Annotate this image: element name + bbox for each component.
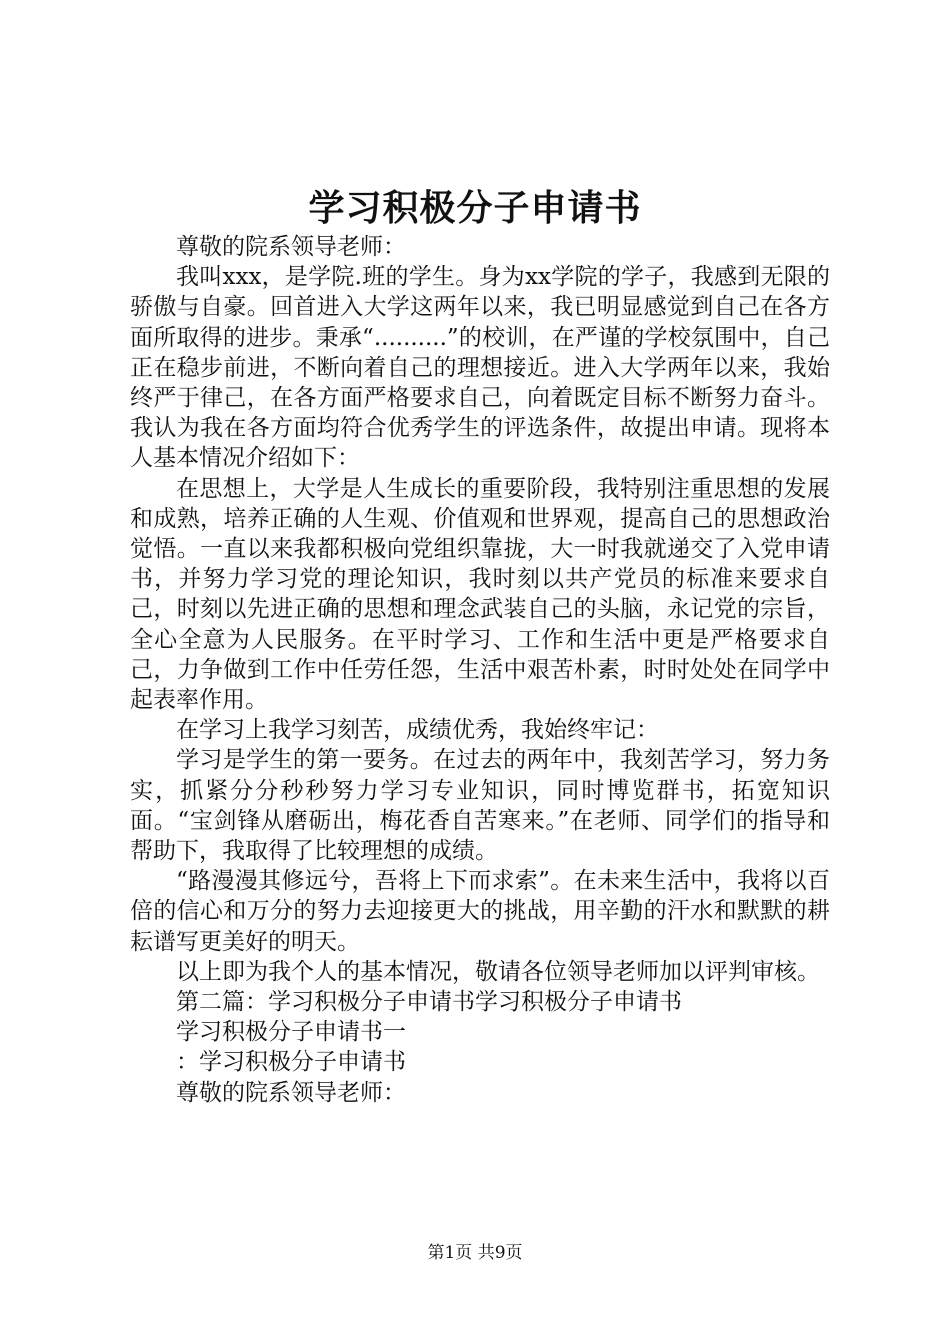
paragraph-study-lead: 在学习上我学习刻苦，成绩优秀，我始终牢记： [176, 717, 659, 744]
salutation-second: 尊敬的院系领导老师： [176, 1079, 406, 1106]
section-subtitle: ：学习积极分子申请书 [176, 1049, 406, 1076]
paragraph-thought: 在思想上，大学是人生成长的重要阶段，我特别注重思想的发展和成熟，培养正确的人生观、价值观和世界观，提高自己的思想政治觉悟。一直以来我都积极向党组织靠拢，大一时我就递交了入党申请书，并努力学习党的理论知识，我时刻以共产党员的标准来要求自己，时刻以先进正确的思想和理念武装自己的头脑，永记党的宗旨，全心全意为人民服务。在平时学习、工作和生活中更是严格要求自己，力争做到工作中任劳任怨，生活中艰苦朴素，时时处处在同学中起表率作用。 [130, 475, 830, 714]
document-body [130, 232, 830, 1108]
page-footer: 第1页 共9页 [427, 1243, 523, 1263]
salutation: 尊敬的院系领导老师： [176, 234, 406, 260]
document-title: 学习积极分子申请书 [308, 187, 642, 229]
paragraph-closing: 以上即为我个人的基本情况，敬请各位领导老师加以评判审核。 [176, 958, 820, 985]
paragraph-study: 学习是学生的第一要务。在过去的两年中，我刻苦学习，努力务实，抓紧分分秒秒努力学习专业知识，同时博览群书，拓宽知识面。“宝剑锋从磨砺出，梅花香自苦寒来。”在老师、同学们的指导和帮助下，我取得了比较理想的成绩。 [130, 747, 830, 865]
section-heading-second: 第二篇：学习积极分子申请书学习积极分子申请书 [176, 989, 682, 1016]
paragraph-future: “路漫漫其修远兮，吾将上下而求索”。在未来生活中，我将以百倍的信心和万分的努力去迎接更大的挑战，用辛勤的汗水和默默的耕耘谱写更美好的明天。 [130, 868, 830, 955]
section-subheading: 学习积极分子申请书一 [176, 1019, 406, 1046]
paragraph-intro: 我叫xxx，是学院.班的学生。身为xx学院的学子，我感到无限的骄傲与自豪。回首进入大学这两年以来，我已明显感觉到自己在各方面所取得的进步。秉承“..........”的校训，在严谨的学校氛围中，自己正在稳步前进，不断向着自己的理想接近。进入大学两年以来，我始终严于律己，在各方面严格要求自己，向着既定目标不断努力奋斗。我认为我在各方面均符合优秀学生的评选条件，故提出申请。现将本人基本情况介绍如下： [130, 264, 830, 472]
